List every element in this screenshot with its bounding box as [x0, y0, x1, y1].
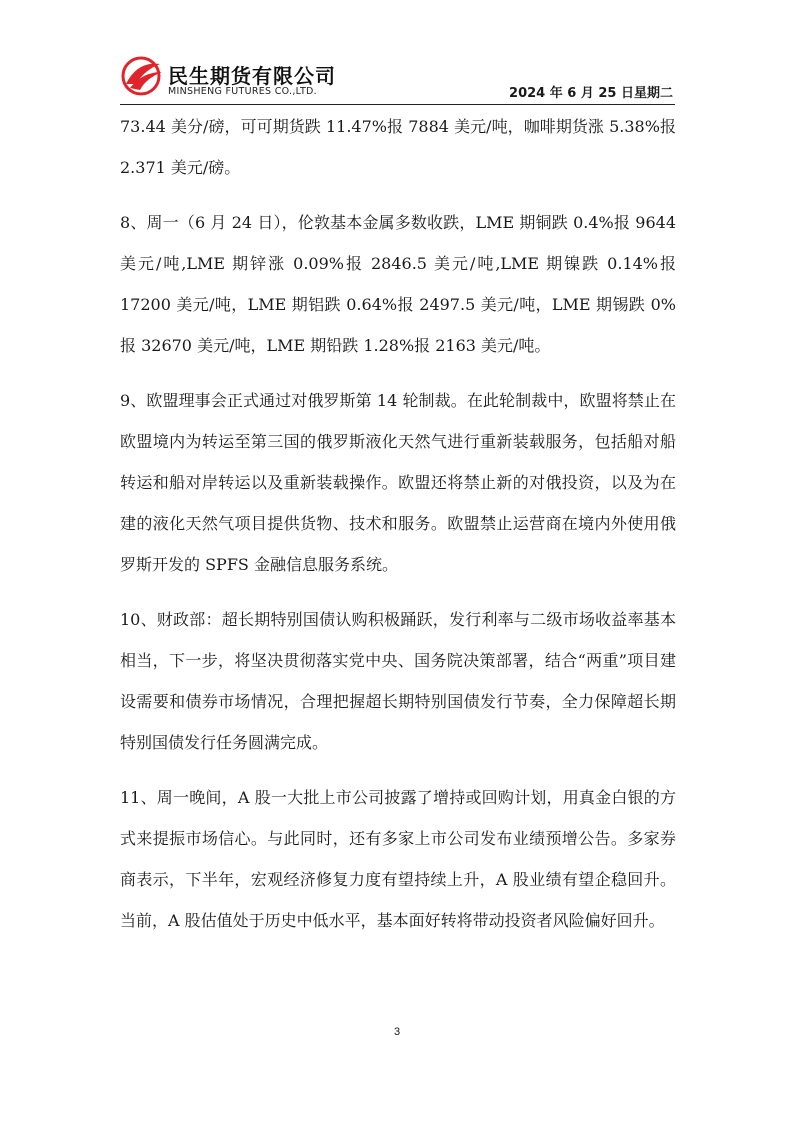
company-logo	[120, 54, 370, 100]
logo-english-name: MINSHENG FUTURES CO.,LTD.	[168, 86, 317, 97]
page-header	[120, 52, 675, 105]
paragraph-11: 11、周一晚间，A 股一大批上市公司披露了增持或回购计划，用真金白银的方式来提振市场信心。与此同时，还有多家上市公司发布业绩预增公告。多家券商表示，下半年，宏观经济修复力度有望持续上升，A 股业绩有望企稳回升。当前，A 股估值处于历史中低水平，基本面好转将带动投资者风险偏好回升。	[120, 788, 676, 930]
logo-chinese-name: 民生期货有限公司	[168, 64, 336, 88]
report-date: 2024 年 6 月 25 日星期二	[509, 86, 673, 101]
page-number: 3	[393, 1026, 401, 1038]
paragraph-10: 10、财政部：超长期特别国债认购积极踊跃，发行利率与二级市场收益率基本相当，下一步，将坚决贯彻落实党中央、国务院决策部署，结合“两重”项目建设需要和债券市场情况，合理把握超长期特别国债发行节奏，全力保障超长期特别国债发行任务圆满完成。	[120, 610, 676, 752]
paragraph-continued: 73.44 美分/磅，可可期货跌 11.47%报 7884 美元/吨，咖啡期货涨 5.38%报 2.371 美元/磅。	[120, 117, 676, 177]
paragraph-9: 9、欧盟理事会正式通过对俄罗斯第 14 轮制裁。在此轮制裁中，欧盟将禁止在欧盟境内为转运至第三国的俄罗斯液化天然气进行重新装载服务，包括船对船转运和船对岸转运以及重新装载操作。欧盟还将禁止新的对俄投资，以及为在建的液化天然气项目提供货物、技术和服务。欧盟禁止运营商在境内外使用俄罗斯开发的 SPFS 金融信息服务系统。	[120, 391, 676, 574]
document-body	[120, 106, 676, 955]
paragraph-8: 8、周一（6 月 24 日），伦敦基本金属多数收跌，LME 期铜跌 0.4%报 9644 美元/吨,LME 期锌涨 0.09%报 2846.5 美元/吨,LME 期镍跌 0.14%报 17200 美元/吨，LME 期铝跌 0.64%报 2497.5 美元/吨，LME 期锡跌 0%报 32670 美元/吨，LME 期铅跌 1.28%报 2163 美元/吨。	[120, 213, 676, 355]
minsheng-logo-icon	[120, 54, 164, 98]
